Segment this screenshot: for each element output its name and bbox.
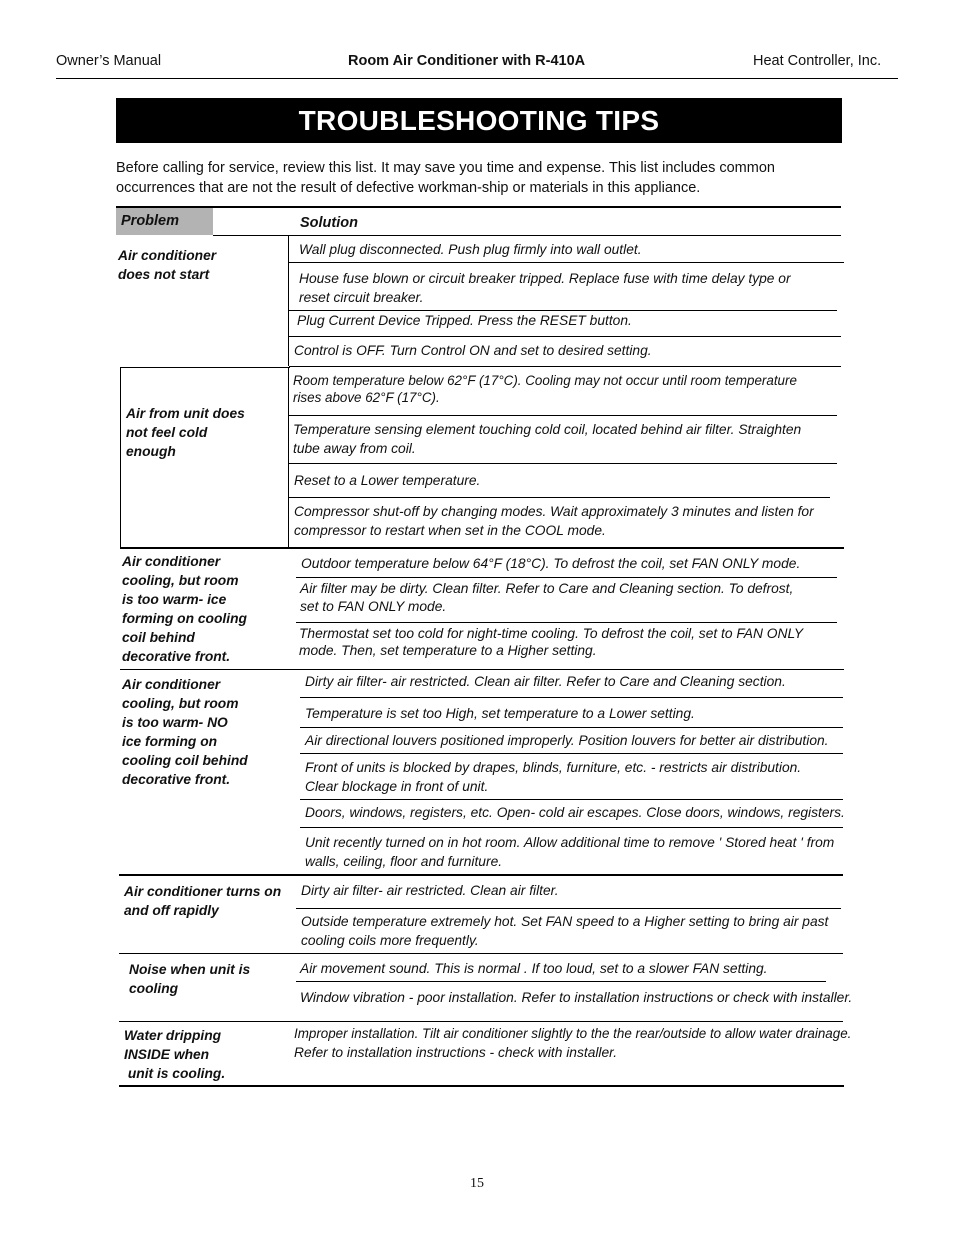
header-center: Room Air Conditioner with R-410A bbox=[348, 53, 586, 69]
row-rule bbox=[120, 367, 290, 368]
table-top-rule bbox=[116, 206, 841, 208]
solution-cell: Dirty air filter- air restricted. Clean air filter. Refer to Care and Cleaning section. bbox=[305, 674, 786, 689]
row-rule bbox=[296, 577, 837, 578]
solution-cell: Plug Current Device Tripped. Press the RESET button. bbox=[297, 313, 632, 328]
row-rule bbox=[289, 463, 837, 464]
solution-cell: Temperature sensing element touching cold coil, located behind air filter. Straighten tube away from coil. bbox=[293, 422, 802, 456]
solution-cell: Doors, windows, registers, etc. Open- cold air escapes. Close doors, windows, registers. bbox=[305, 805, 845, 820]
page-number: 15 bbox=[470, 1176, 484, 1191]
table-bottom-rule bbox=[119, 1085, 844, 1087]
page-title: TROUBLESHOOTING TIPS bbox=[116, 98, 842, 143]
solution-cell: Unit recently turned on in hot room. Allow additional time to remove ' Stored heat ' from walls, ceiling, floor and furniture. bbox=[305, 835, 835, 869]
row-rule bbox=[289, 336, 841, 337]
solution-cell: Thermostat set too cold for night-time cooling. To defrost the coil, set to FAN ONLY mode. Then, set temperature to a Higher setting. bbox=[299, 626, 804, 658]
header-rule bbox=[56, 78, 898, 79]
cell-divider bbox=[288, 367, 289, 548]
row-rule bbox=[120, 669, 844, 670]
problem-cell: Air conditioner cooling, but room is too warm- NO ice forming on cooling coil behind decorative front. bbox=[122, 677, 248, 787]
solution-cell: Improper installation. Tilt air conditioner slightly to the the rear/outside to allow water drainage. Refer to installation instructions - check with installer. bbox=[294, 1026, 852, 1060]
solution-cell: Compressor shut-off by changing modes. Wait approximately 3 minutes and listen for compressor to restart when set in the COOL mode. bbox=[294, 504, 814, 538]
problem-cell: Air conditioner turns on and off rapidly bbox=[124, 884, 282, 918]
solution-cell: Control is OFF. Turn Control ON and set to desired setting. bbox=[294, 343, 652, 358]
row-rule bbox=[120, 547, 844, 549]
header-rule bbox=[213, 235, 841, 236]
header-right: Heat Controller, Inc. bbox=[753, 53, 882, 69]
solution-cell: House fuse blown or circuit breaker tripped. Replace fuse with time delay type or reset circuit breaker. bbox=[299, 271, 791, 305]
solution-cell: Window vibration - poor installation. Refer to installation instructions or check with installer. bbox=[300, 990, 853, 1005]
problem-header: Problem bbox=[116, 208, 213, 235]
solution-header: Solution bbox=[300, 215, 358, 231]
problem-cell: Water dripping INSIDE when unit is cooling. bbox=[124, 1028, 226, 1081]
row-rule bbox=[119, 874, 843, 876]
row-rule bbox=[289, 497, 830, 498]
row-rule bbox=[300, 697, 843, 698]
solution-cell: Reset to a Lower temperature. bbox=[294, 473, 481, 488]
row-rule bbox=[296, 622, 837, 623]
row-rule bbox=[119, 953, 843, 954]
cell-divider bbox=[288, 236, 289, 366]
row-rule bbox=[289, 262, 844, 263]
header-left: Owner’s Manual bbox=[56, 53, 162, 69]
intro-paragraph: Before calling for service, review this list. It may save you time and expense. This list includes common occurrences that are not the result of defective workman-ship or materials in this appliance. bbox=[116, 160, 775, 196]
cell-divider bbox=[120, 367, 121, 548]
row-rule bbox=[300, 827, 843, 828]
solution-cell: Outside temperature extremely hot. Set FAN speed to a Higher setting to bring air past cooling coils more frequently. bbox=[301, 914, 829, 948]
solution-cell: Room temperature below 62°F (17°C). Cooling may not occur until room temperature rises above 62°F (17°C). bbox=[293, 373, 797, 405]
solution-cell: Dirty air filter- air restricted. Clean air filter. bbox=[301, 883, 559, 898]
solution-cell: Temperature is set too High, set temperature to a Lower setting. bbox=[305, 706, 695, 721]
row-rule bbox=[119, 1021, 843, 1022]
problem-cell: Air conditioner cooling, but room is too warm- ice forming on cooling coil behind decorative front. bbox=[122, 554, 247, 664]
solution-cell: Air movement sound. This is normal . If too loud, set to a slower FAN setting. bbox=[300, 961, 768, 976]
row-rule bbox=[289, 366, 841, 367]
row-rule bbox=[296, 908, 841, 909]
solution-cell: Outdoor temperature below 64°F (18°C). To defrost the coil, set FAN ONLY mode. bbox=[301, 556, 801, 571]
solution-cell: Wall plug disconnected. Push plug firmly into wall outlet. bbox=[299, 242, 642, 257]
solution-cell: Air filter may be dirty. Clean filter. Refer to Care and Cleaning section. To defrost, set to FAN ONLY mode. bbox=[300, 581, 794, 614]
row-rule bbox=[296, 981, 826, 982]
problem-cell: Air from unit does not feel cold enough bbox=[126, 406, 245, 459]
row-rule bbox=[289, 415, 837, 416]
solution-cell: Front of units is blocked by drapes, blinds, furniture, etc. - restricts air distribution. Clear blockage in front of unit. bbox=[305, 760, 802, 794]
row-rule bbox=[300, 753, 843, 754]
row-rule bbox=[300, 727, 843, 728]
problem-cell: Noise when unit is cooling bbox=[129, 962, 251, 996]
solution-cell: Air directional louvers positioned improperly. Position louvers for better air distribution. bbox=[305, 733, 829, 748]
row-rule bbox=[300, 799, 843, 800]
problem-cell: Air conditioner does not start bbox=[118, 248, 217, 282]
